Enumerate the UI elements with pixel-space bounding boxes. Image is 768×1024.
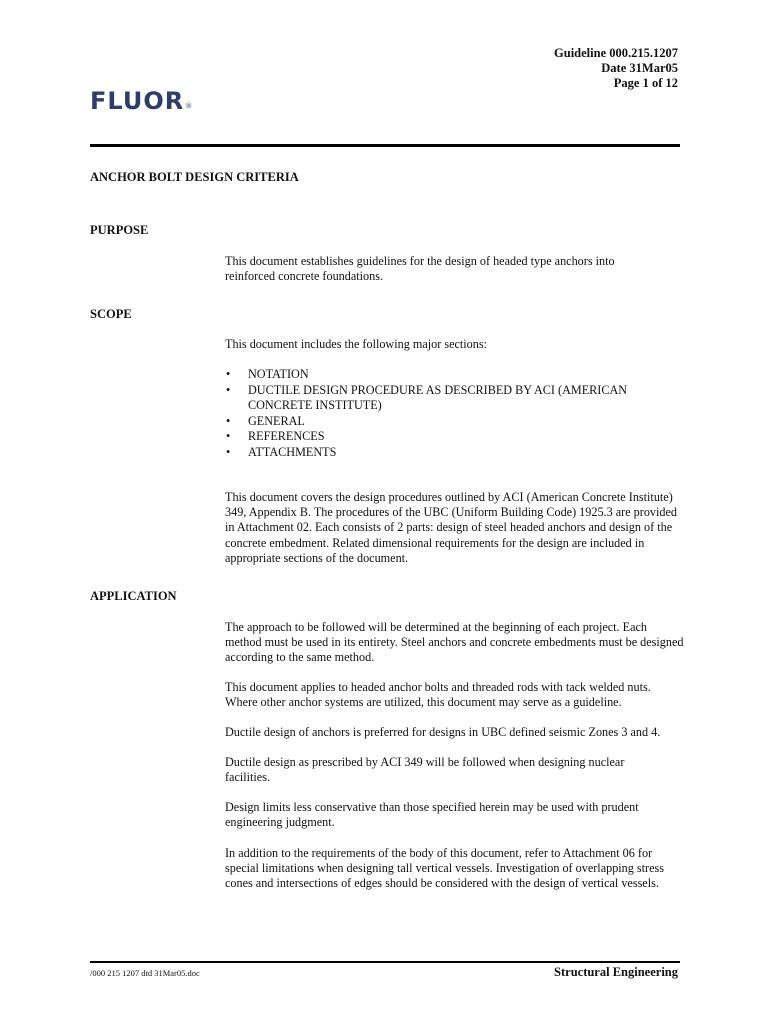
- scope-bullet-list: [225, 367, 655, 460]
- list-item: [225, 429, 655, 445]
- application-paragraph-2: This document applies to headed anchor bolts and threaded rods with tack welded nuts. Where other anchor systems are utilized, this document may serve as a guideline.: [225, 680, 651, 710]
- list-item: [225, 383, 655, 414]
- document-date: Date 31Mar05: [601, 61, 678, 75]
- application-paragraph-1: The approach to be followed will be determined at the beginning of each project. Each method must be used in its entirety. Steel anchors and concrete embedments must be designed according to the same method.: [225, 620, 684, 665]
- footer-rule: [90, 961, 680, 963]
- purpose-text: This document establishes guidelines for the design of headed type anchors into reinforced concrete foundations.: [225, 254, 615, 284]
- fluor-logo: [90, 86, 193, 122]
- document-header: [554, 46, 678, 91]
- application-paragraph-4: Ductile design as prescribed by ACI 349 will be followed when designing nuclear facilities.: [225, 755, 625, 785]
- bullet-glyph: •: [226, 429, 231, 443]
- application-paragraph-3: Ductile design of anchors is preferred for designs in UBC defined seismic Zones 3 and 4.: [225, 725, 661, 739]
- application-paragraph-5: Design limits less conservative than those specified herein may be used with prudent engineering judgment.: [225, 800, 639, 830]
- list-item: [225, 445, 655, 461]
- bullet-text: DUCTILE DESIGN PROCEDURE AS DESCRIBED BY ACI (AMERICAN CONCRETE INSTITUTE): [248, 382, 628, 412]
- list-item: [225, 367, 655, 383]
- list-item: [225, 414, 655, 430]
- registered-mark: ®: [185, 102, 194, 110]
- logo-text: FLUOR: [90, 87, 185, 115]
- bullet-text: NOTATION: [248, 367, 309, 381]
- purpose-heading: PURPOSE: [90, 223, 149, 237]
- application-heading: APPLICATION: [90, 589, 177, 603]
- footer-department: Structural Engineering: [554, 965, 678, 979]
- bullet-text: GENERAL: [248, 413, 305, 428]
- header-rule: [90, 144, 680, 147]
- bullet-glyph: •: [226, 444, 231, 459]
- guideline-number: Guideline 000.215.1207: [554, 46, 678, 60]
- footer-filename: /000 215 1207 dtd 31Mar05.doc: [90, 968, 200, 978]
- bullet-text: ATTACHMENTS: [248, 444, 337, 459]
- page-number: Page 1 of 12: [613, 76, 678, 90]
- document-title: ANCHOR BOLT DESIGN CRITERIA: [90, 170, 299, 184]
- application-paragraph-6: In addition to the requirements of the body of this document, refer to Attachment 06 for special limitations when designing tall vertical vessels. Investigation of overlapping stress cones and intersections of edges should be considered with the design of vertical vessels.: [225, 846, 664, 891]
- bullet-glyph: •: [226, 367, 231, 381]
- bullet-glyph: •: [226, 382, 231, 397]
- bullet-glyph: •: [226, 413, 231, 428]
- scope-intro: This document includes the following major sections:: [225, 337, 487, 351]
- scope-closing-text: This document covers the design procedures outlined by ACI (American Concrete Institute) 349, Appendix B. The procedures of the UBC (Uniform Building Code) 1925.3 are provided in Attachment 02. Each consists of 2 parts: design of steel headed anchors and design of the concrete embedment. Related dimensional requirements for the design are included in appropriate sections of the document.: [225, 490, 677, 565]
- bullet-text: REFERENCES: [248, 429, 325, 443]
- scope-heading: SCOPE: [90, 307, 132, 321]
